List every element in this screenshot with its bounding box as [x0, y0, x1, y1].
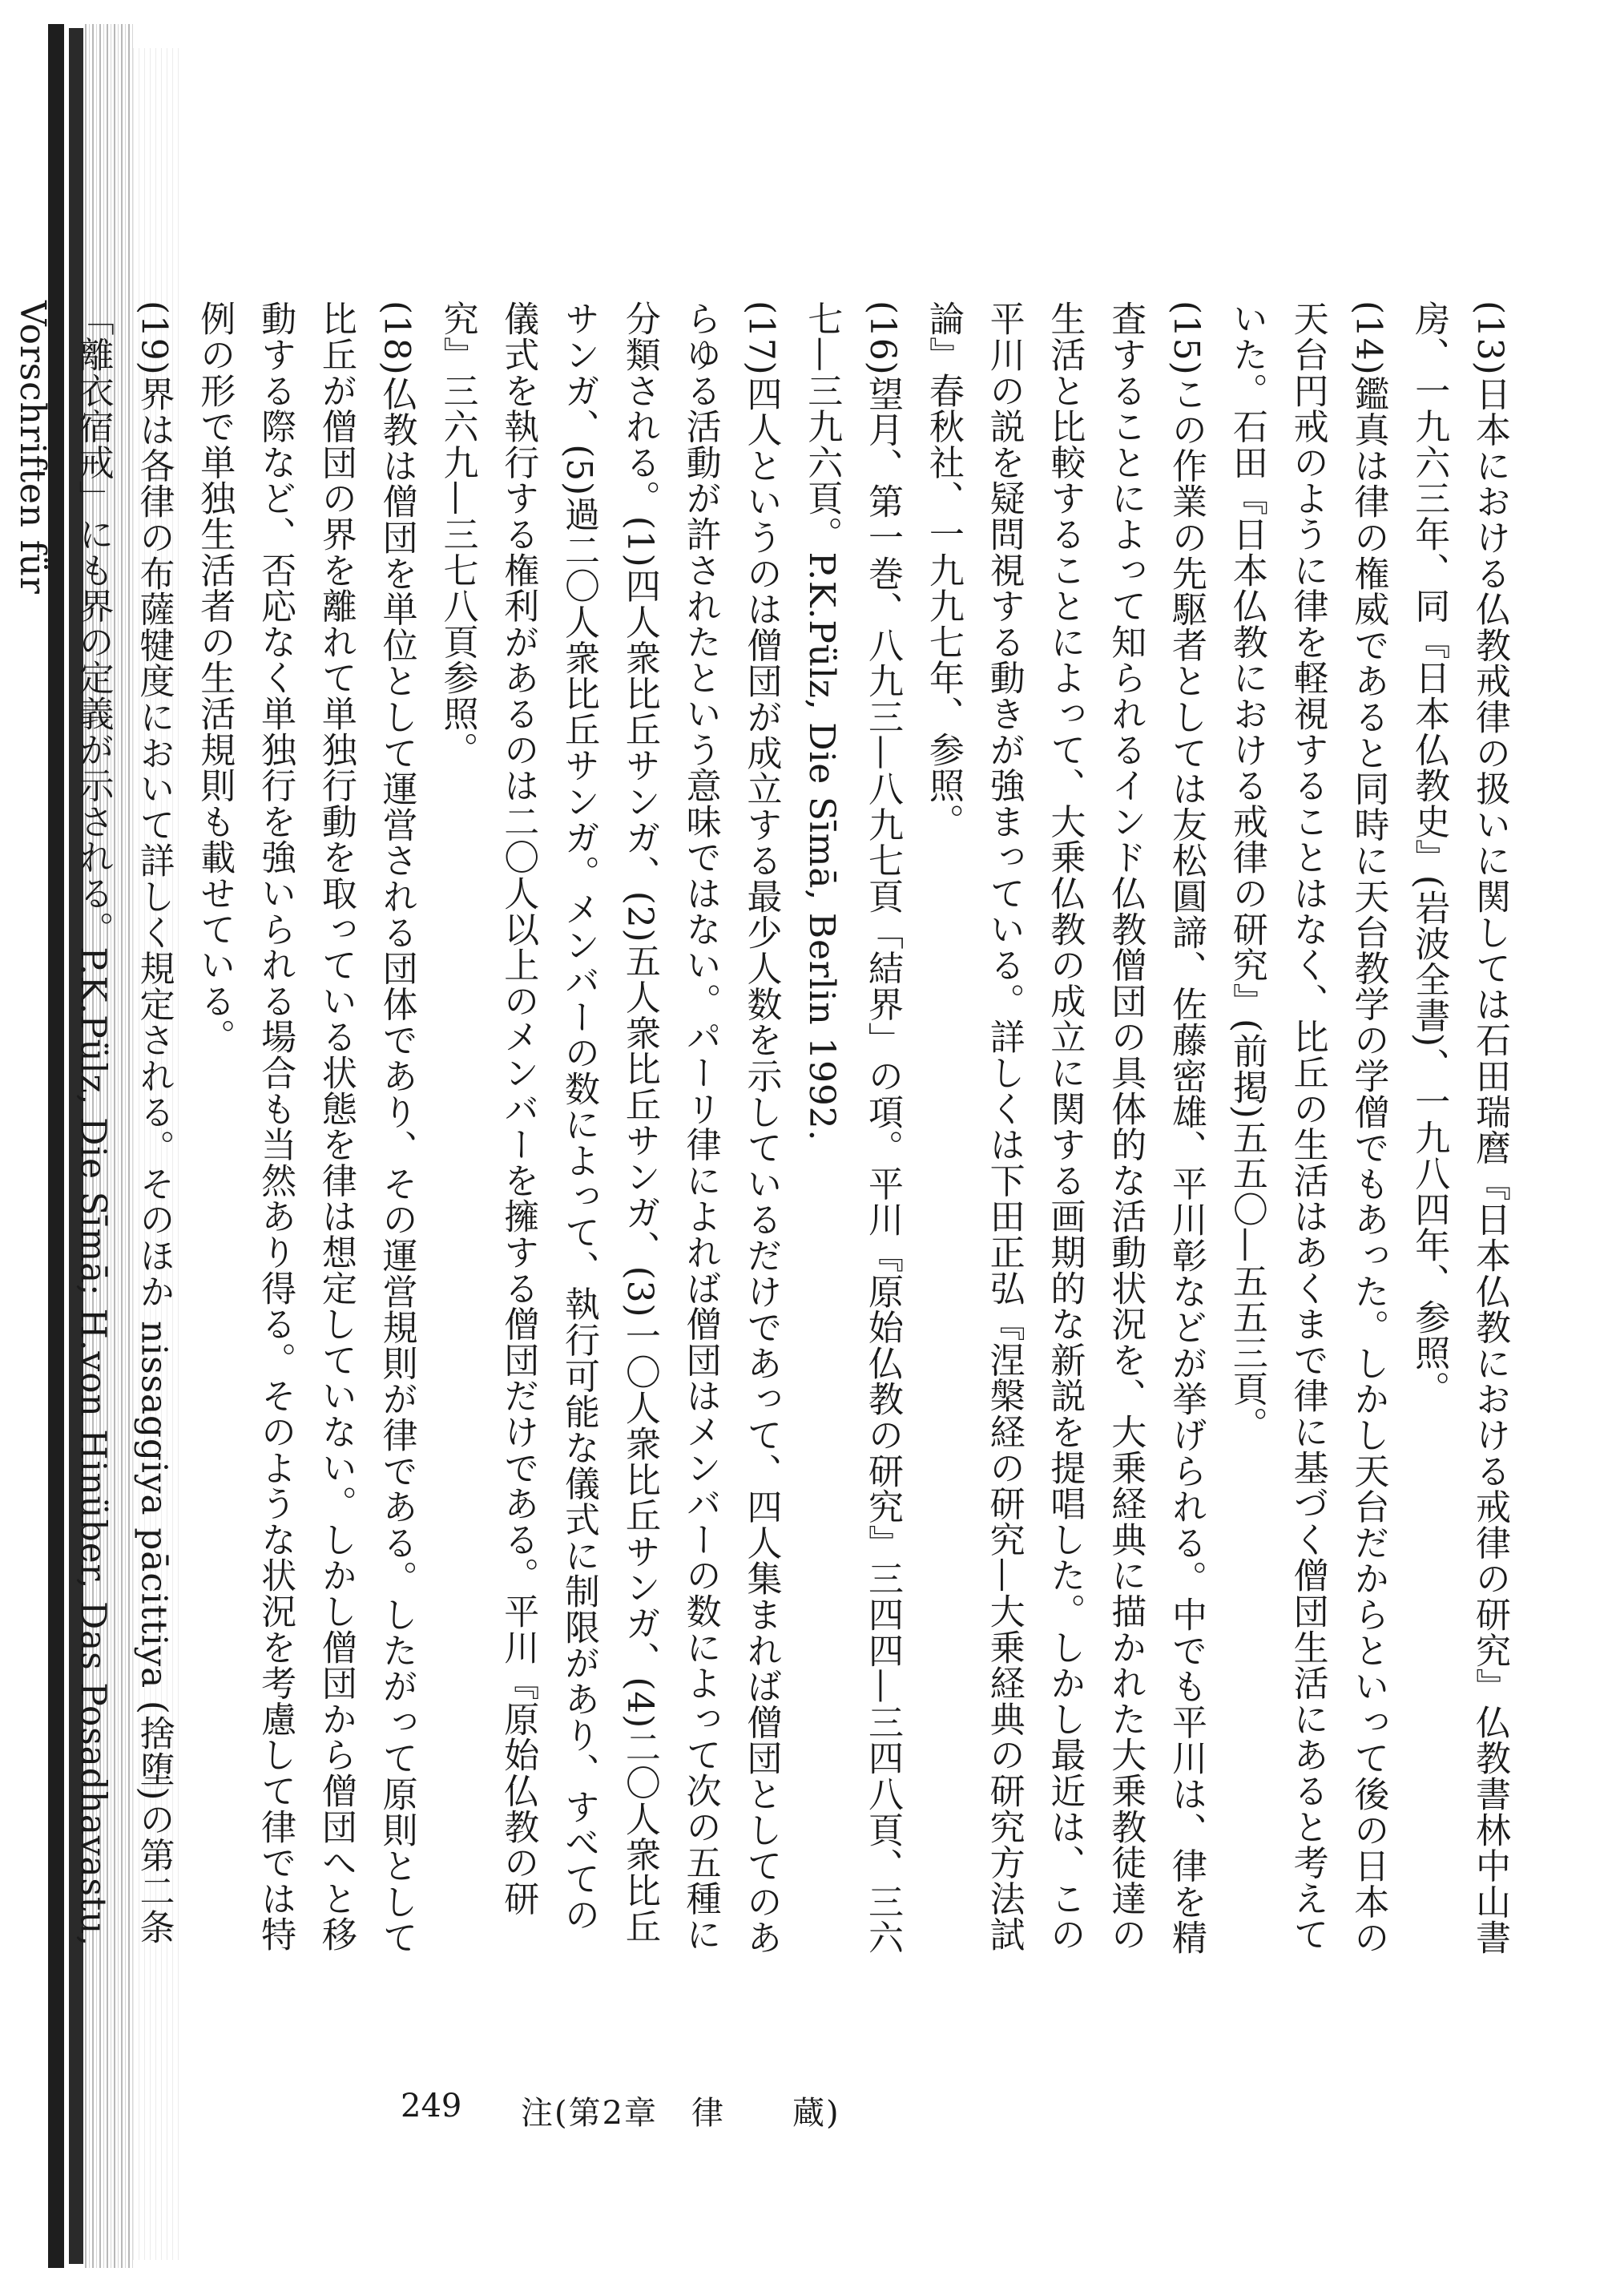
- note-14: [1216, 301, 1398, 1955]
- page-number: 249: [401, 2088, 462, 2125]
- note-16: [791, 301, 913, 1955]
- note-15: [913, 301, 1216, 1955]
- note-number: (13): [1469, 301, 1510, 376]
- note-text: この作業の先駆者としては友松圓諦、佐藤密雄、平川彰などが挙げられる。中でも平川は、律を精査することによって知られるインド仏教僧団の具体的な活動状況を、大乗経典に描かれた大乗教徒達の生活と比較することによって、大乗仏教の成立に関する画期的な新説を提唱した。しかし最近は、この平川の説を疑問視する動きが強まっている。詳しくは下田正弘『涅槃経の研究—大乗経典の研究方法試論』春秋社、一九九七年、参照。: [922, 301, 1207, 1955]
- note-text: 日本における仏教戒律の扱いに関しては石田瑞麿『日本仏教における戒律の研究』仏教書林中山書房、一九六三年、同『日本仏教史』(岩波全書)、一九八四年、参照。: [1408, 301, 1510, 1955]
- note-text: 界は各律の布薩犍度において詳しく規定される。そのほか nissaggiya pācittiya (捨堕)の第二条「離衣宿戒」にも界の定義が示される。P.K.Pülz, Die Sīmā; H.von Hinüber, Das Posadhavastu, Vorschriften für: [11, 301, 175, 1947]
- note-number: (18): [376, 301, 417, 376]
- note-number: (15): [1166, 301, 1207, 376]
- note-text: 仏教は僧団を単位として運営される団体であり、その運営規則が律である。したがって原則として比丘が僧団の界を離れて単独行動を取っている状態を律は想定していない。しかし僧団から僧団へと移動する際など、否応なく単独行を強いられる場合も当然あり得る。そのような状況を考慮して律では特例の形で単独生活者の生活規則も載せている。: [194, 301, 417, 1955]
- note-13: [1398, 301, 1520, 1955]
- note-number: (19): [133, 301, 175, 376]
- note-17: [427, 301, 792, 1955]
- note-18: [183, 301, 426, 1955]
- note-number: (17): [740, 301, 782, 376]
- note-number: (14): [1348, 301, 1389, 376]
- notes-text: [11, 301, 1520, 1955]
- note-text: 四人というのは僧団が成立する最少人数を示しているだけであって、四人集まれば僧団としてのあらゆる活動が許されたという意味ではない。パーリ律によれば僧団はメンバーの数によって次の五種に分類される。(1)四人衆比丘サンガ、(2)五人衆比丘サンガ、(3)一〇人衆比丘サンガ、(4)二〇人衆比丘サンガ、(5)過二〇人衆比丘サンガ。メンバーの数によって、執行可能な儀式に制限があり、すべての儀式を執行する権利があるのは二〇人以上のメンバーを擁する僧団だけである。平川『原始仏教の研究』三六九—三七八頁参照。: [437, 301, 782, 1955]
- note-19: [2, 301, 183, 1955]
- running-head: 注(第2章 律 蔵): [521, 2095, 840, 2132]
- note-text: 鑑真は律の権威であると同時に天台教学の学僧でもあった。しかし天台だからといって後の日本の天台円戒のように律を軽視することはなく、比丘の生活はあくまで律に基づく僧団生活にあると考えていた。石田『日本仏教における戒律の研究』(前掲)五五〇—五五三頁。: [1226, 301, 1389, 1955]
- page-footer: [401, 2088, 1122, 2136]
- note-number: (16): [862, 301, 904, 376]
- note-text: 望月、第一巻、八九三—八九七頁「結界」の項。平川『原始仏教の研究』三四四—三四八頁、三六七—三九六頁。P.K.Pülz, Die Sīmā, Berlin 1992.: [801, 301, 904, 1955]
